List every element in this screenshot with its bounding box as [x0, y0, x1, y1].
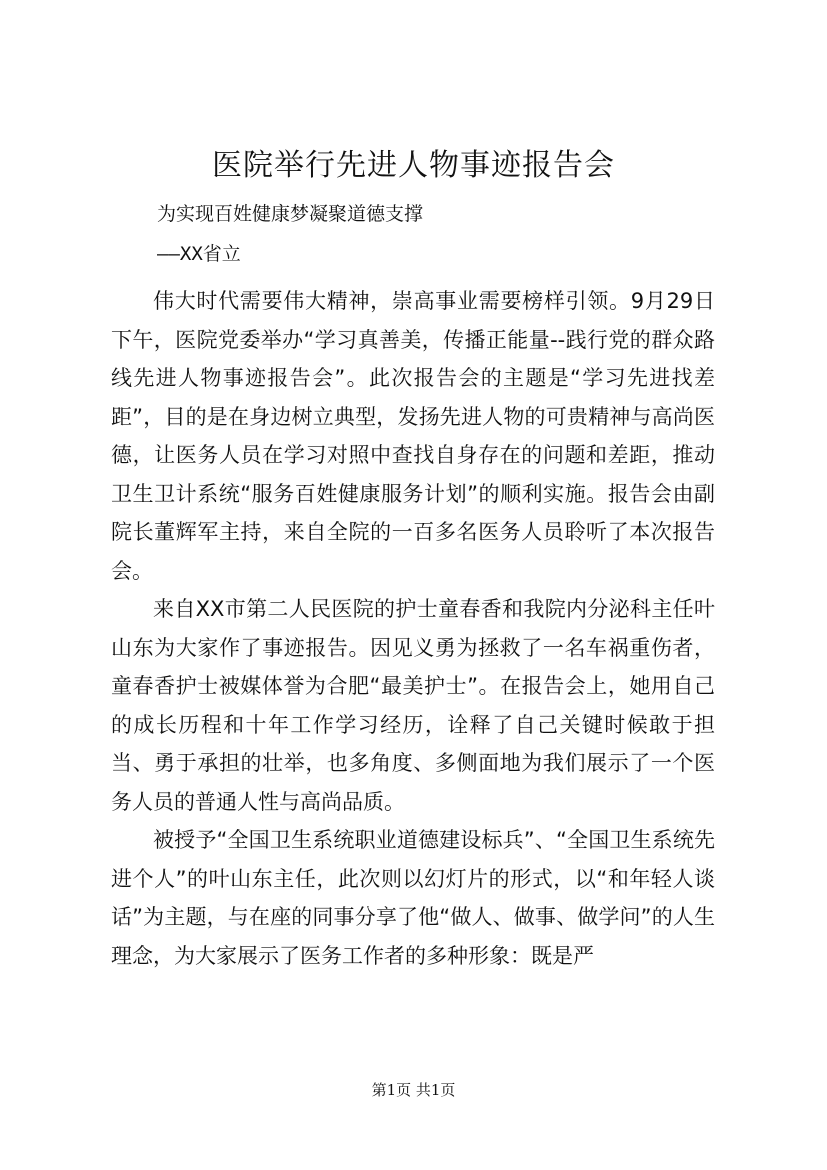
paragraph-3: 被授予“全国卫生系统职业道德建设标兵”、“全国卫生系统先进个人”的叶山东主任，此次则以幻灯片的形式，以“和年轻人谈话”为主题，与在座的同事分享了他“做人、做事、做学问”的人生理念，为大家展示了医务工作者的多种形象：既是严	[111, 828, 715, 968]
page-footer: 第1页 共1页	[371, 1081, 456, 1099]
paragraph-2: 来自XX市第二人民医院的护士童春香和我院内分泌科主任叶山东为大家作了事迹报告。因见义勇为拯救了一名车祸重伤者，童春香护士被媒体誉为合肥“最美护士”。在报告会上，她用自己的成长历程和十年工作学习经历，诠释了自己关键时候敢于担当、勇于承担的壮举，也多角度、多侧面地为我们展示了一个医务人员的普通人性与高尚品质。	[111, 597, 715, 814]
document-body	[111, 282, 715, 975]
document-subtitle: 为实现百姓健康梦凝聚道德支撑	[157, 203, 424, 225]
document-title: 医院举行先进人物事迹报告会	[212, 148, 615, 183]
document-byline: ——XX省立	[157, 243, 241, 265]
paragraph-1: 伟大时代需要伟大精神，崇高事业需要榜样引领。9月29日下午，医院党委举办“学习真善美，传播正能量--践行党的群众路线先进人物事迹报告会”。此次报告会的主题是“学习先进找差距”，目的是在身边树立典型，发扬先进人物的可贵精神与高尚医德，让医务人员在学习对照中查找自身存在的问题和差距，推动卫生卫计系统“服务百姓健康服务计划”的顺利实施。报告会由副院长董辉军主持，来自全院的一百多名医务人员聆听了本次报告会。	[111, 289, 715, 583]
